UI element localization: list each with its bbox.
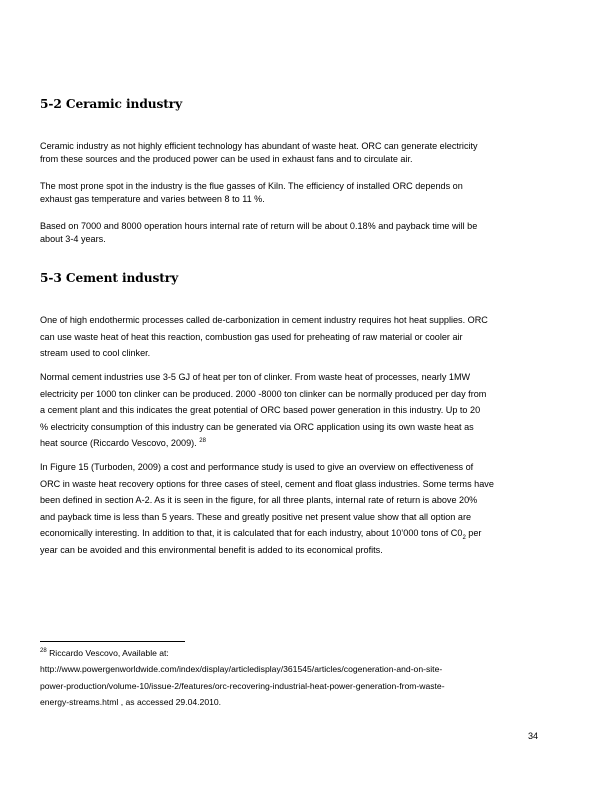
paragraph-cement-1 — [40, 312, 575, 362]
text-fragment: heat source (Riccardo Vescovo, 2009). — [40, 438, 200, 449]
text-line — [40, 435, 575, 452]
text-line: ORC in waste heat recovery options for three cases of steel, cement and float glass industries. Some terms have — [40, 478, 494, 489]
text-line: can use waste heat of heat this reaction, combustion gas used for preheating of raw material or cooler air — [40, 331, 463, 342]
footnote-separator — [40, 641, 185, 642]
text-line: Ceramic industry as not highly efficient technology has abundant of waste heat. ORC can generate electricity — [40, 141, 478, 151]
text-line: been defined in section A-2. As it is seen in the figure, for all three plants, internal rate of return is above 20% — [40, 495, 478, 506]
footnote-reference[interactable]: 28 — [199, 438, 206, 445]
footnote-url-line[interactable]: energy-streams.html , as accessed 29.04.2010. — [40, 697, 222, 708]
paragraph-cement-2 — [40, 369, 575, 452]
footnote-url-line[interactable]: http://www.powergenworldwide.com/index/display/articledisplay/361545/articles/cogeneration-and-on-site- — [40, 664, 443, 675]
text-line: exhaust gas temperature and varies between 8 to 11 %. — [40, 194, 265, 204]
text-line: One of high endothermic processes called de-carbonization in cement industry requires hot heat supplies. ORC — [40, 315, 488, 325]
footnote-author: Riccardo Vescovo, Available at: — [46, 648, 169, 658]
paragraph-ceramic-3 — [40, 220, 575, 246]
text-line: and payback time is less than 5 years. These and greatly positive net present value show that all option are — [40, 511, 472, 522]
section-heading-cement: 5-3 Cement industry — [40, 271, 179, 285]
text-line: Based on 7000 and 8000 operation hours internal rate of return will be about 0.18% and payback time will be — [40, 221, 478, 231]
text-line — [40, 525, 575, 542]
text-line: year can be avoided and this environmental benefit is added to its economical profits. — [40, 544, 383, 555]
text-line: electricity per 1000 ton clinker can be produced. 2000 -8000 ton clinker can be normally produced per day from — [40, 388, 487, 399]
section-heading-ceramic: 5-2 Ceramic industry — [40, 97, 183, 111]
paragraph-ceramic-2 — [40, 180, 575, 206]
paragraph-cement-3 — [40, 459, 575, 559]
text-line: Normal cement industries use 3-5 GJ of heat per ton of clinker. From waste heat of processes, nearly 1MW — [40, 372, 471, 382]
text-line: The most prone spot in the industry is the flue gasses of Kiln. The efficiency of installed ORC depends on — [40, 181, 463, 191]
text-line: a cement plant and this indicates the great potential of ORC based power generation in this industry. Up to 20 — [40, 405, 481, 416]
text-fragment: economically interesting. In addition to that, it is calculated that for each industry, about 10’000 tons of C0 — [40, 528, 463, 539]
footnote-number: 28 — [40, 648, 47, 655]
text-fragment: per — [465, 528, 482, 539]
text-line: from these sources and the produced power can be used in exhaust fans and to circulate air. — [40, 154, 413, 164]
paragraph-ceramic-1 — [40, 140, 575, 166]
footnote — [40, 645, 580, 711]
subscript: 2 — [462, 535, 466, 542]
footnote-line — [40, 645, 580, 661]
text-line: stream used to cool clinker. — [40, 348, 151, 359]
text-line: about 3-4 years. — [40, 234, 106, 244]
text-line: In Figure 15 (Turboden, 2009) a cost and performance study is used to give an overview on effectiveness of — [40, 462, 474, 472]
footnote-url-line[interactable]: power-production/volume-10/issue-2/features/orc-recovering-industrial-heat-power-generation-from-waste- — [40, 680, 445, 691]
page-number: 34 — [528, 731, 539, 741]
text-line: % electricity consumption of this industry can be generated via ORC application using its own waste heat as — [40, 421, 474, 432]
